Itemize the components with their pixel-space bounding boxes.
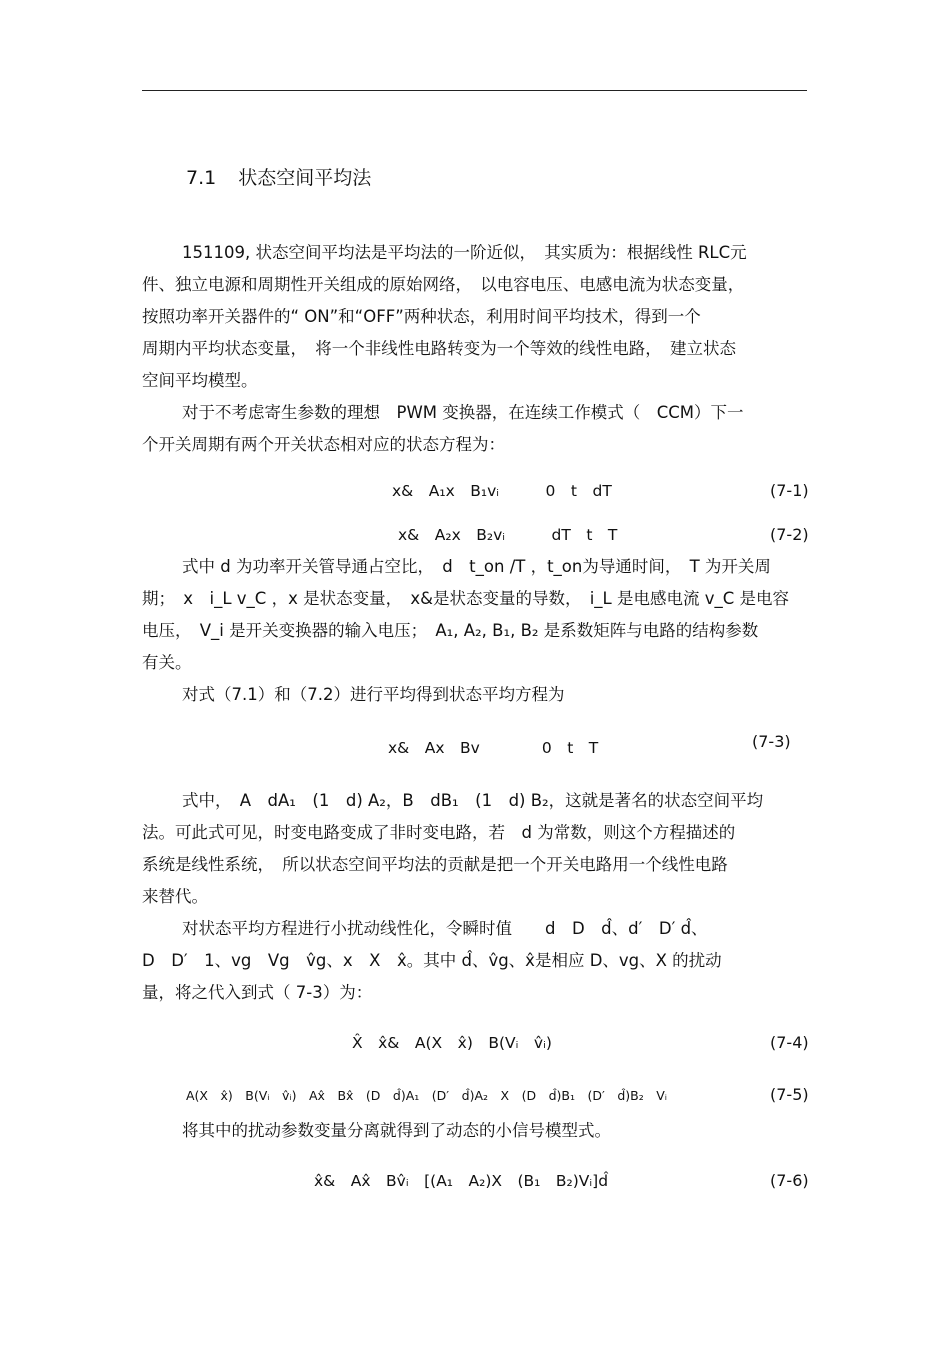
text-line: 电压， V_i 是开关变换器的输入电压； A₁, A₂, B₁, B₂ 是系数矩阵与电路的结构参数 xyxy=(142,621,759,640)
equation-number: (7-6) xyxy=(770,1171,809,1190)
text-line: 周期内平均状态变量， 将一个非线性电路转变为一个等效的线性电路， 建立状态 xyxy=(142,339,736,358)
text-line: 对于不考虑寄生参数的理想 PWM 变换器，在连续工作模式（ CCM）下一 xyxy=(182,403,744,422)
text-line: 将其中的扰动参数变量分离就得到了动态的小信号模型式。 xyxy=(182,1121,611,1140)
header-rule xyxy=(142,90,807,91)
text-line: 151109, 状态空间平均法是平均法的一阶近似， 其实质为：根据线性 RLC元 xyxy=(182,243,747,262)
text-line: D D′ 1、vg Vg v̂g、x X x̂。其中 d̂、v̂g、x̂是相应 D、vg、X 的扰动 xyxy=(142,951,722,970)
equation-number: (7-3) xyxy=(752,732,791,751)
equation-expression: x& A₁x B₁vᵢ 0 t dT xyxy=(392,482,612,500)
text-line: 按照功率开关器件的“ ON”和“OFF”两种状态，利用时间平均技术，得到一个 xyxy=(142,307,701,326)
text-line: 法。可此式可见，时变电路变成了非时变电路，若 d 为常数，则这个方程描述的 xyxy=(142,823,736,842)
text-line: 来替代。 xyxy=(142,887,208,906)
text-line: 有关。 xyxy=(142,653,192,672)
equation-number: (7-1) xyxy=(770,481,809,500)
equation-expression: x& A₂x B₂vᵢ dT t T xyxy=(398,526,618,544)
section-title: 状态空间平均法 xyxy=(238,167,372,189)
equation-number: (7-4) xyxy=(770,1033,809,1052)
equation-expression: x& Ax Bv 0 t T xyxy=(388,739,599,757)
equation-expression: A(X x̂) B(Vᵢ v̂ᵢ) Ax̂ Bx̂ (D d̂)A₁ (D′ d̂)A₂ X (D d̂)B₁ (D′ d̂)B₂ Vᵢ xyxy=(186,1088,668,1103)
text-line: 期； x i_L v_C ，x 是状态变量， x&是状态变量的导数， i_L 是电感电流 v_C 是电容 xyxy=(142,589,790,608)
text-line: 系统是线性系统， 所以状态空间平均法的贡献是把一个开关电路用一个线性电路 xyxy=(142,855,728,874)
section-number: 7.1 xyxy=(186,167,217,189)
text-line: 量，将之代入到式（ 7-3）为： xyxy=(142,983,373,1002)
text-line: 件、独立电源和周期性开关组成的原始网络， 以电容电压、电感电流为状态变量， xyxy=(142,275,745,294)
text-line: 空间平均模型。 xyxy=(142,371,258,390)
text-line: 对式（7.1）和（7.2）进行平均得到状态平均方程为 xyxy=(182,685,565,704)
equation-number: (7-2) xyxy=(770,525,809,544)
equation-expression: X̂ x̂& A(X x̂) B(Vᵢ v̂ᵢ) xyxy=(352,1034,552,1052)
text-line: 式中 d 为功率开关管导通占空比， d t_on /T ，t_on为导通时间， T 为开关周 xyxy=(182,557,771,576)
equation-expression: x̂& Ax̂ Bv̂ᵢ [(A₁ A₂)X (B₁ B₂)Vᵢ]d̂ xyxy=(314,1172,609,1190)
text-line: 个开关周期有两个开关状态相对应的状态方程为： xyxy=(142,435,505,454)
equation-number: (7-5) xyxy=(770,1085,809,1104)
text-line: 对状态平均方程进行小扰动线性化，令瞬时值 d D d̂、d′ D′ d̂、 xyxy=(182,919,708,938)
section-heading xyxy=(186,166,371,190)
text-line: 式中， A dA₁ (1 d) A₂，B dB₁ (1 d) B₂，这就是著名的状态空间平均 xyxy=(182,791,764,810)
